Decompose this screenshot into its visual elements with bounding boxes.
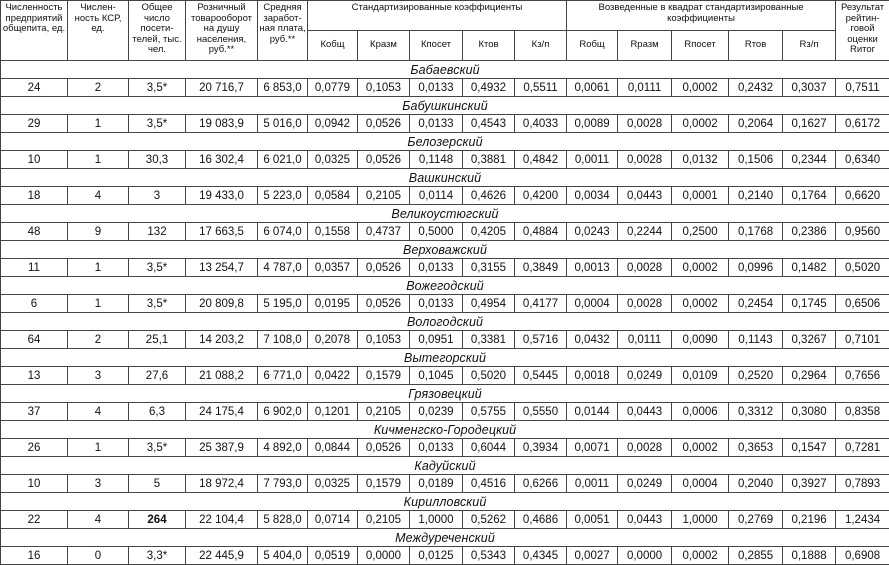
- table-cell: 0,0002: [672, 115, 729, 133]
- table-cell: 0,4737: [358, 223, 410, 241]
- table-cell: 3: [68, 367, 129, 385]
- header-sq: Rпосет: [672, 31, 729, 61]
- table-cell: 5 016,0: [258, 115, 308, 133]
- table-cell: 264: [129, 511, 186, 529]
- table-row: [1, 331, 889, 349]
- table-row: [1, 511, 889, 529]
- table-cell: 0,7101: [836, 331, 889, 349]
- table-cell: 5 828,0: [258, 511, 308, 529]
- table-cell: 1: [68, 115, 129, 133]
- table-cell: 0,0133: [410, 115, 463, 133]
- table-cell: 5: [129, 475, 186, 493]
- table-cell: 0,0443: [618, 511, 672, 529]
- table-cell: 0,3881: [463, 151, 515, 169]
- table-cell: 0,2344: [783, 151, 836, 169]
- table-cell: 3,5*: [129, 439, 186, 457]
- district-name: Грязовецкий: [1, 385, 889, 403]
- district-name: Вологодский: [1, 313, 889, 331]
- table-cell: 0,4884: [515, 223, 567, 241]
- table-cell: 0,0526: [358, 259, 410, 277]
- header-salary: Средняя заработ-ная плата, руб.**: [258, 1, 308, 61]
- table-cell: 3,5*: [129, 259, 186, 277]
- table-cell: 4: [68, 403, 129, 421]
- table-cell: 64: [1, 331, 68, 349]
- table-cell: 0,0004: [567, 295, 618, 313]
- table-cell: 0,1045: [410, 367, 463, 385]
- table-cell: 0,3653: [729, 439, 783, 457]
- table-cell: 0,0714: [308, 511, 358, 529]
- table-cell: 0,0249: [618, 475, 672, 493]
- table-cell: 0,5020: [463, 367, 515, 385]
- table-row: [1, 403, 889, 421]
- table-cell: 0,5262: [463, 511, 515, 529]
- header-coef: Ктов: [463, 31, 515, 61]
- table-cell: 0,0125: [410, 547, 463, 565]
- table-cell: 0,0028: [618, 259, 672, 277]
- table-cell: 0,1053: [358, 331, 410, 349]
- district-name: Кирилловский: [1, 493, 889, 511]
- table-cell: 1: [68, 151, 129, 169]
- table-cell: 0,0111: [618, 331, 672, 349]
- table-cell: 0,1201: [308, 403, 358, 421]
- table-cell: 0,0028: [618, 151, 672, 169]
- table-row: [1, 367, 889, 385]
- table-cell: 0,0006: [672, 403, 729, 421]
- table-cell: 0,0325: [308, 475, 358, 493]
- table-cell: 0,2105: [358, 511, 410, 529]
- table-cell: 0,0443: [618, 403, 672, 421]
- table-cell: 0,0951: [410, 331, 463, 349]
- table-cell: 29: [1, 115, 68, 133]
- table-cell: 0,0109: [672, 367, 729, 385]
- table-cell: 0,0028: [618, 295, 672, 313]
- table-cell: 20 716,7: [186, 79, 258, 97]
- table-cell: 1,0000: [410, 511, 463, 529]
- table-cell: 25,1: [129, 331, 186, 349]
- table-cell: 0,0090: [672, 331, 729, 349]
- table-row: [1, 151, 889, 169]
- table-cell: 37: [1, 403, 68, 421]
- table-cell: 0,4177: [515, 295, 567, 313]
- table-row: [1, 115, 889, 133]
- table-cell: 0,1627: [783, 115, 836, 133]
- table-cell: 0,0051: [567, 511, 618, 529]
- table-cell: 0,0004: [672, 475, 729, 493]
- table-cell: 2: [68, 331, 129, 349]
- table-cell: 0,1053: [358, 79, 410, 97]
- table-cell: 0,1579: [358, 475, 410, 493]
- table-cell: 0,5445: [515, 367, 567, 385]
- table-cell: 0,0422: [308, 367, 358, 385]
- table-cell: 1,0000: [672, 511, 729, 529]
- table-cell: 0,2196: [783, 511, 836, 529]
- table-cell: 10: [1, 151, 68, 169]
- header-coef: Кобщ: [308, 31, 358, 61]
- table-cell: 0,0133: [410, 79, 463, 97]
- table-cell: 0,0028: [618, 115, 672, 133]
- table-cell: 0,3381: [463, 331, 515, 349]
- header-standardized: Стандартизированные коэффициенты: [308, 1, 567, 31]
- table-cell: 0,6506: [836, 295, 889, 313]
- table-row: [1, 187, 889, 205]
- table-cell: 0,0111: [618, 79, 672, 97]
- table-cell: 0,7511: [836, 79, 889, 97]
- table-cell: 0,0011: [567, 475, 618, 493]
- table-cell: 0,2432: [729, 79, 783, 97]
- table-cell: 0,0000: [618, 547, 672, 565]
- table-row: [1, 439, 889, 457]
- table-cell: 0,7893: [836, 475, 889, 493]
- table-cell: 0,3927: [783, 475, 836, 493]
- table-cell: 0,5550: [515, 403, 567, 421]
- table-cell: 30,3: [129, 151, 186, 169]
- table-cell: 16: [1, 547, 68, 565]
- table-cell: 0,0243: [567, 223, 618, 241]
- table-cell: 0,4954: [463, 295, 515, 313]
- table-cell: 0,3934: [515, 439, 567, 457]
- table-cell: 0,7656: [836, 367, 889, 385]
- table-cell: 0,0018: [567, 367, 618, 385]
- district-name: Бабушкинский: [1, 97, 889, 115]
- table-cell: 132: [129, 223, 186, 241]
- table-cell: 0,0132: [672, 151, 729, 169]
- table-cell: 9: [68, 223, 129, 241]
- table-cell: 18 972,4: [186, 475, 258, 493]
- table-cell: 0,0519: [308, 547, 358, 565]
- table-cell: 14 203,2: [186, 331, 258, 349]
- table-cell: 0,4686: [515, 511, 567, 529]
- table-cell: 0,0357: [308, 259, 358, 277]
- table-cell: 11: [1, 259, 68, 277]
- table-cell: 13 254,7: [186, 259, 258, 277]
- table-cell: 0,0996: [729, 259, 783, 277]
- table-cell: 0,6044: [463, 439, 515, 457]
- table-cell: 0,0195: [308, 295, 358, 313]
- table-cell: 0,2078: [308, 331, 358, 349]
- table-cell: 0,0584: [308, 187, 358, 205]
- table-cell: 0,0942: [308, 115, 358, 133]
- district-name: Кичменгско-Городецкий: [1, 421, 889, 439]
- table-cell: 0,8358: [836, 403, 889, 421]
- header-sq: Rразм: [618, 31, 672, 61]
- table-cell: 0,0028: [618, 439, 672, 457]
- table-cell: 6,3: [129, 403, 186, 421]
- table-cell: 0,1579: [358, 367, 410, 385]
- district-name: Белозерский: [1, 133, 889, 151]
- table-cell: 22: [1, 511, 68, 529]
- table-cell: 20 809,8: [186, 295, 258, 313]
- table-cell: 0,6908: [836, 547, 889, 565]
- table-cell: 6 853,0: [258, 79, 308, 97]
- table-cell: 0,2244: [618, 223, 672, 241]
- header-result: Результат рейтин-говой оценки Rитог: [836, 1, 889, 61]
- table-cell: 3: [68, 475, 129, 493]
- table-row: [1, 475, 889, 493]
- table-cell: 0,4543: [463, 115, 515, 133]
- table-cell: 0,0002: [672, 547, 729, 565]
- table-cell: 0,0526: [358, 115, 410, 133]
- table-cell: 16 302,4: [186, 151, 258, 169]
- table-cell: 0,3849: [515, 259, 567, 277]
- table-cell: 0,4842: [515, 151, 567, 169]
- table-cell: 19 433,0: [186, 187, 258, 205]
- table-cell: 0,0133: [410, 439, 463, 457]
- table-cell: 0,9560: [836, 223, 889, 241]
- table-cell: 0,2454: [729, 295, 783, 313]
- table-cell: 0,3267: [783, 331, 836, 349]
- table-cell: 0,0002: [672, 79, 729, 97]
- table-cell: 6 021,0: [258, 151, 308, 169]
- table-cell: 0,0844: [308, 439, 358, 457]
- table-cell: 3: [129, 187, 186, 205]
- table-cell: 0,2500: [672, 223, 729, 241]
- table-cell: 0,0011: [567, 151, 618, 169]
- header-sq: Rз/п: [783, 31, 836, 61]
- table-row: [1, 295, 889, 313]
- table-cell: 13: [1, 367, 68, 385]
- table-cell: 0,5716: [515, 331, 567, 349]
- table-cell: 0,0002: [672, 439, 729, 457]
- district-name: Вытегорский: [1, 349, 889, 367]
- table-cell: 7 108,0: [258, 331, 308, 349]
- table-cell: 0,1143: [729, 331, 783, 349]
- table-cell: 1: [68, 295, 129, 313]
- table-cell: 0,2855: [729, 547, 783, 565]
- table-cell: 0,0034: [567, 187, 618, 205]
- table-cell: 0,0027: [567, 547, 618, 565]
- table-cell: 22 104,4: [186, 511, 258, 529]
- table-cell: 0,1482: [783, 259, 836, 277]
- table-cell: 0,0089: [567, 115, 618, 133]
- table-cell: 0,1764: [783, 187, 836, 205]
- table-cell: 0,5343: [463, 547, 515, 565]
- table-cell: 0,1558: [308, 223, 358, 241]
- table-cell: 0,3037: [783, 79, 836, 97]
- table-cell: 6 074,0: [258, 223, 308, 241]
- table-cell: 0,4205: [463, 223, 515, 241]
- table-cell: 0,0144: [567, 403, 618, 421]
- table-cell: 0,2520: [729, 367, 783, 385]
- table-cell: 0,0013: [567, 259, 618, 277]
- table-cell: 4: [68, 187, 129, 205]
- district-name: Бабаевский: [1, 61, 889, 79]
- district-name: Кадуйский: [1, 457, 889, 475]
- table-cell: 21 088,2: [186, 367, 258, 385]
- table-cell: 27,6: [129, 367, 186, 385]
- table-cell: 0,2105: [358, 187, 410, 205]
- table-cell: 3,3*: [129, 547, 186, 565]
- header-coef: Кз/п: [515, 31, 567, 61]
- table-cell: 0,6172: [836, 115, 889, 133]
- table-cell: 0,0061: [567, 79, 618, 97]
- table-cell: 0,2064: [729, 115, 783, 133]
- table-cell: 4 892,0: [258, 439, 308, 457]
- table-cell: 0,2140: [729, 187, 783, 205]
- district-name: Вожегодский: [1, 277, 889, 295]
- table-cell: 0,0779: [308, 79, 358, 97]
- table-cell: 0,7281: [836, 439, 889, 457]
- table-cell: 0,0189: [410, 475, 463, 493]
- table-cell: 5 223,0: [258, 187, 308, 205]
- header-coef: Кпосет: [410, 31, 463, 61]
- table-cell: 0,0239: [410, 403, 463, 421]
- table-cell: 0,3080: [783, 403, 836, 421]
- district-name: Великоустюгский: [1, 205, 889, 223]
- table-cell: 26: [1, 439, 68, 457]
- table-cell: 0,4033: [515, 115, 567, 133]
- table-cell: 0,5511: [515, 79, 567, 97]
- table-cell: 0,5000: [410, 223, 463, 241]
- header-sq: Rтов: [729, 31, 783, 61]
- table-cell: 0,3155: [463, 259, 515, 277]
- table-cell: 0,0249: [618, 367, 672, 385]
- table-cell: 0,4345: [515, 547, 567, 565]
- table-cell: 5 195,0: [258, 295, 308, 313]
- table-cell: 0,2040: [729, 475, 783, 493]
- table-cell: 3,5*: [129, 115, 186, 133]
- table-cell: 0,0002: [672, 295, 729, 313]
- table-cell: 0,4932: [463, 79, 515, 97]
- table-cell: 6: [1, 295, 68, 313]
- table-cell: 6 771,0: [258, 367, 308, 385]
- district-name: Междуреченский: [1, 529, 889, 547]
- table-cell: 0,6620: [836, 187, 889, 205]
- table-cell: 10: [1, 475, 68, 493]
- table-cell: 1: [68, 259, 129, 277]
- header-ksr: Числен-ность КСР, ед.: [68, 1, 129, 61]
- table-cell: 0,0432: [567, 331, 618, 349]
- table-cell: 24: [1, 79, 68, 97]
- header-turnover: Розничный товарооборот на душу населения, руб.**: [186, 1, 258, 61]
- table-cell: 19 083,9: [186, 115, 258, 133]
- table-cell: 4: [68, 511, 129, 529]
- header-enterprises: Численность предприятий общепита, ед.: [1, 1, 68, 61]
- table-cell: 0,1506: [729, 151, 783, 169]
- table-cell: 0,6266: [515, 475, 567, 493]
- table-cell: 17 663,5: [186, 223, 258, 241]
- table-cell: 0,5020: [836, 259, 889, 277]
- header-coef: Кразм: [358, 31, 410, 61]
- table-cell: 0,0325: [308, 151, 358, 169]
- table-cell: 0,2105: [358, 403, 410, 421]
- table-cell: 0,5755: [463, 403, 515, 421]
- table-cell: 6 902,0: [258, 403, 308, 421]
- table-body: [1, 61, 889, 565]
- table-cell: 0: [68, 547, 129, 565]
- table-row: [1, 223, 889, 241]
- table-cell: 25 387,9: [186, 439, 258, 457]
- table-cell: 0,0526: [358, 439, 410, 457]
- table-cell: 0,0133: [410, 295, 463, 313]
- table-cell: 22 445,9: [186, 547, 258, 565]
- table-cell: 4 787,0: [258, 259, 308, 277]
- table-cell: 0,6340: [836, 151, 889, 169]
- table-cell: 0,0002: [672, 259, 729, 277]
- table-cell: 0,1547: [783, 439, 836, 457]
- table-cell: 0,4516: [463, 475, 515, 493]
- table-cell: 0,4200: [515, 187, 567, 205]
- table-cell: 0,0133: [410, 259, 463, 277]
- table-cell: 24 175,4: [186, 403, 258, 421]
- header-visitors: Общее число посети-телей, тыс. чел.: [129, 1, 186, 61]
- table-cell: 5 404,0: [258, 547, 308, 565]
- table-cell: 0,0071: [567, 439, 618, 457]
- table-cell: 3,5*: [129, 295, 186, 313]
- table-cell: 1: [68, 439, 129, 457]
- header-sq: Rобщ: [567, 31, 618, 61]
- table-cell: 0,1768: [729, 223, 783, 241]
- table-cell: 0,2769: [729, 511, 783, 529]
- table-cell: 0,1148: [410, 151, 463, 169]
- table-cell: 0,1745: [783, 295, 836, 313]
- table-cell: 2: [68, 79, 129, 97]
- header-squared: Возведенные в квадрат стандартизированные коэффициенты: [567, 1, 836, 31]
- table-cell: 0,0001: [672, 187, 729, 205]
- table-cell: 0,0000: [358, 547, 410, 565]
- district-name: Верховажский: [1, 241, 889, 259]
- table-cell: 0,0526: [358, 151, 410, 169]
- table-row: [1, 259, 889, 277]
- table-cell: 18: [1, 187, 68, 205]
- table-cell: 0,2386: [783, 223, 836, 241]
- table-cell: 0,2964: [783, 367, 836, 385]
- table-cell: 0,4626: [463, 187, 515, 205]
- table-cell: 0,1888: [783, 547, 836, 565]
- table-cell: 0,0114: [410, 187, 463, 205]
- table-cell: 3,5*: [129, 79, 186, 97]
- table-row: [1, 79, 889, 97]
- table-cell: 48: [1, 223, 68, 241]
- district-name: Вашкинский: [1, 169, 889, 187]
- table-cell: 7 793,0: [258, 475, 308, 493]
- table-cell: 0,0526: [358, 295, 410, 313]
- table-cell: 1,2434: [836, 511, 889, 529]
- table-cell: 0,0443: [618, 187, 672, 205]
- table-cell: 0,3312: [729, 403, 783, 421]
